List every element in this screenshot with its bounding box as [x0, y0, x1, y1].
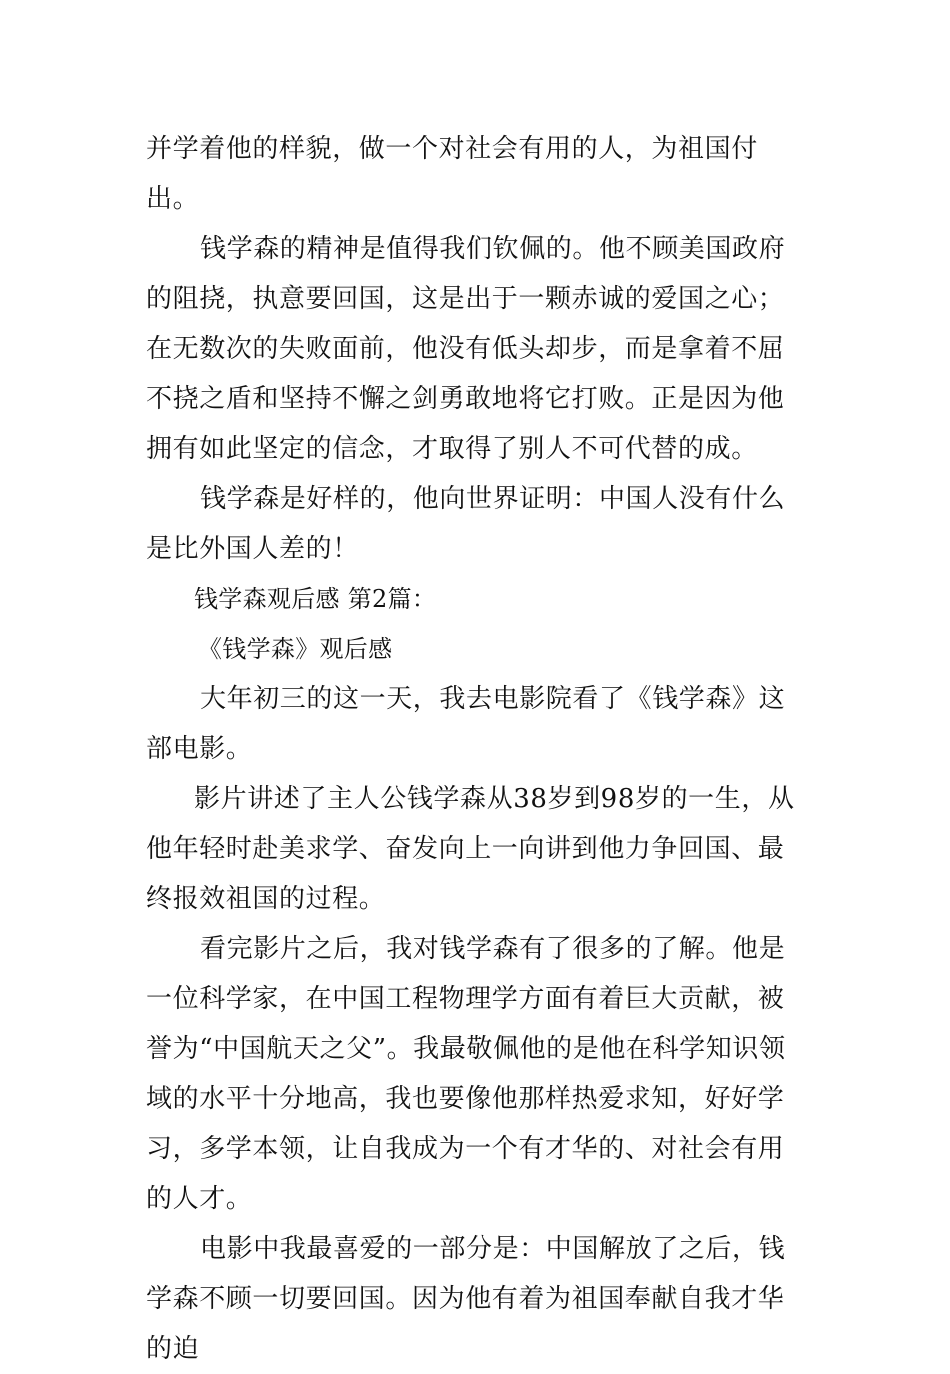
paragraph-spirit: 钱学森的精神是值得我们钦佩的。他不顾美国政府的阻挠，执意要回国，这是出于一颗赤诚的爱国之心；在无数次的失败面前，他没有低头却步，而是拿着不屈不挠之盾和坚持不懈之剑勇敢地将它打败。正是因为他拥有如此坚定的信念，才取得了别人不可代替的成。 [146, 234, 786, 464]
document-body [146, 124, 810, 1374]
paragraph-proof: 钱学森是好样的，他向世界证明：中国人没有什么是比外国人差的！ [146, 484, 786, 564]
paragraph-continuation: 并学着他的样貌，做一个对社会有用的人，为祖国付出。 [146, 134, 758, 214]
section-heading: 钱学森观后感 第2篇： [194, 585, 437, 613]
paragraph-favorite-part: 电影中我最喜爱的一部分是：中国解放了之后，钱学森不顾一切要回国。因为他有着为祖国奉献自我才华的迫 [146, 1234, 786, 1364]
essay-title: 《钱学森》观后感 [198, 635, 393, 663]
paragraph-impression: 看完影片之后，我对钱学森有了很多的了解。他是一位科学家，在中国工程物理学方面有着巨大贡献，被誉为“中国航天之父”。我最敬佩他的是他在科学知识领域的水平十分地高，我也要像他那样热爱求知，好好学习，多学本领，让自我成为一个有才华的、对社会有用的人才。 [146, 934, 786, 1214]
paragraph-cinema: 大年初三的这一天，我去电影院看了《钱学森》这部电影。 [146, 684, 786, 764]
paragraph-synopsis: 影片讲述了主人公钱学森从38岁到98岁的一生，从他年轻时赴美求学、奋发向上一向讲到他力争回国、最终报效祖国的过程。 [146, 784, 795, 914]
